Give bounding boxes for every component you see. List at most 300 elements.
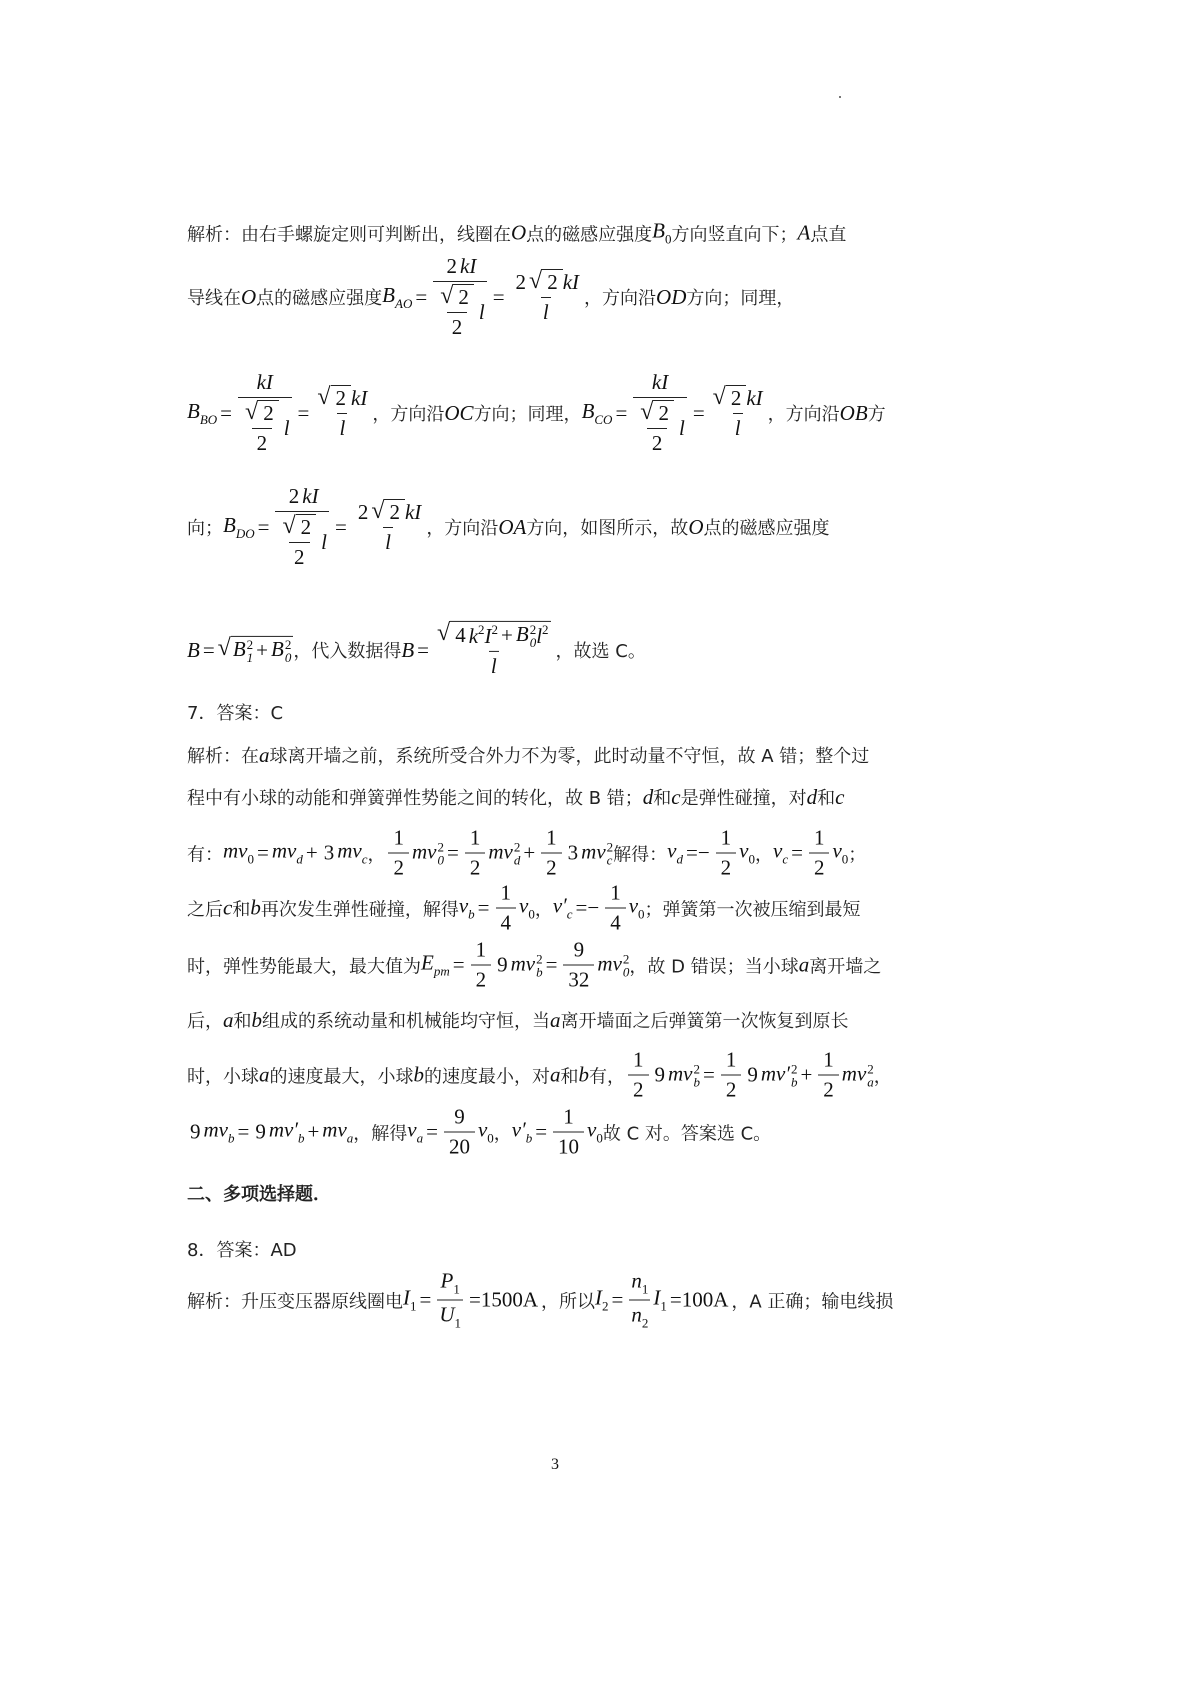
text-run: 组成的系统动量和机械能均守恒，当: [262, 1011, 550, 1032]
math-symbol: +: [256, 638, 269, 662]
math-symbol: =: [297, 400, 310, 425]
fraction-denominator: [496, 908, 517, 936]
math-base: v′: [552, 893, 567, 918]
text-run: 球离开墙之前，系统所受合外力不为零，此时动量不守恒，故 A 错；整个过: [269, 746, 870, 767]
fraction-numerator: [449, 1105, 470, 1132]
math-symbol: 32: [568, 967, 590, 992]
math-symbol: 20: [448, 1134, 470, 1159]
text-run: ；: [848, 844, 867, 865]
math-subscripted: [269, 1118, 305, 1147]
text-run: 方向竖直向下；: [671, 224, 798, 245]
math-group: [187, 484, 829, 570]
fraction: [541, 826, 562, 881]
math-group: [718, 826, 735, 851]
math-group: [820, 1048, 837, 1073]
math-group: [187, 784, 844, 810]
text-run: 方向，如图所示，故: [526, 518, 689, 539]
fraction: [716, 826, 737, 881]
math-group: [291, 545, 308, 570]
radicand: [231, 636, 294, 664]
math-group: [187, 881, 861, 936]
fraction-numerator: [628, 1048, 649, 1075]
math-variable: c: [835, 784, 845, 809]
text-line: [187, 826, 917, 881]
math-group: [245, 400, 279, 426]
fraction-denominator: [647, 428, 668, 456]
math-subscript: a: [416, 1130, 424, 1146]
math-group: [631, 1303, 648, 1332]
math-symbol: 2: [720, 855, 732, 880]
fraction-numerator: [471, 938, 492, 965]
math-subscript: a: [867, 1074, 874, 1090]
math-variable: l: [339, 416, 346, 440]
math-symbol: 1: [500, 880, 511, 905]
text-line: [187, 1105, 917, 1160]
math-symbol: 2: [658, 401, 669, 425]
math-variable: OD: [656, 284, 687, 309]
radicand: [450, 621, 550, 649]
math-group: [339, 416, 345, 441]
math-base: v: [458, 893, 469, 918]
math-base: B: [271, 636, 284, 661]
fraction-denominator: [563, 965, 594, 993]
fraction: [280, 514, 318, 570]
text-line: [187, 881, 917, 936]
math-variable: kI: [404, 499, 422, 524]
math-symbol: 2: [263, 401, 274, 425]
math-group: [439, 1303, 461, 1332]
math-group: [451, 1105, 468, 1130]
math-group: [467, 826, 484, 851]
radicand: [453, 284, 474, 310]
math-subscripted: [631, 1269, 648, 1298]
math-variable: kI: [256, 370, 273, 394]
math-group: [260, 401, 277, 426]
math-variable: b: [413, 1062, 424, 1087]
math-symbol: =: [237, 1119, 250, 1144]
math-superscript: 2: [437, 839, 444, 855]
text-run: 时，弹性势能最大，最大值为: [187, 956, 421, 977]
math-symbol: 2: [256, 431, 268, 455]
math-group: [390, 856, 407, 881]
math-subscript: BO: [199, 411, 218, 427]
math-subscript: DO: [235, 525, 255, 541]
math-group: [444, 254, 477, 279]
math-subscript: b: [468, 906, 475, 922]
math-base: l: [536, 624, 543, 648]
math-group: [449, 315, 466, 340]
math-symbol: 1: [823, 1047, 834, 1072]
text-run: 和: [817, 788, 836, 809]
math-symbol: 2: [446, 254, 458, 278]
fraction: [496, 881, 517, 936]
text-run: 导线在: [187, 288, 241, 309]
math-group: [543, 856, 560, 881]
math-symbol: 9: [190, 1119, 201, 1144]
math-group: [187, 1007, 849, 1033]
math-symbol: +: [800, 1062, 813, 1087]
math-group: [437, 621, 551, 649]
math-variable: OA: [498, 514, 527, 539]
text-run: ，: [493, 1123, 512, 1144]
math-symbol: 1: [610, 880, 621, 905]
math-symbol: 1: [813, 825, 825, 850]
math-subsup: [488, 839, 520, 866]
fraction: [238, 370, 292, 456]
math-base: mv: [841, 1061, 867, 1086]
math-group: [631, 1269, 648, 1298]
text-run: 二、多项选择题．: [187, 1184, 331, 1205]
math-subscript: pm: [433, 963, 450, 979]
math-subscripted: [403, 1286, 417, 1315]
text-line: [187, 938, 917, 993]
math-subscript: d: [676, 851, 683, 867]
text-line: [187, 1236, 917, 1262]
math-symbol: 4: [500, 910, 511, 935]
fraction-denominator: [721, 1075, 742, 1103]
text-run: 向；: [187, 518, 223, 539]
math-subscript: 1: [641, 1281, 649, 1297]
radical-sign: √: [217, 634, 231, 661]
text-run: 时，小球: [187, 1066, 259, 1087]
text-run: ，: [755, 844, 773, 865]
fraction-denominator: [809, 853, 830, 881]
math-subscripted: [382, 283, 412, 312]
scan-dot: [839, 96, 841, 98]
math-group: [455, 285, 472, 310]
math-subscripted: [187, 399, 217, 428]
math-superscript: 2: [693, 1061, 700, 1077]
fraction-numerator: [255, 370, 275, 397]
math-group: [187, 621, 646, 679]
fraction-denominator: [383, 527, 393, 555]
fraction-denominator: [628, 1075, 649, 1103]
text-line: [187, 1180, 917, 1206]
math-subscript: 2: [602, 1298, 609, 1314]
math-subscript: b: [297, 1130, 305, 1146]
math-group: [187, 826, 866, 881]
fraction-numerator: [818, 1048, 839, 1075]
math-subscript: 0: [247, 851, 254, 867]
math-symbol: +: [307, 1119, 320, 1144]
math-subsup: [233, 637, 253, 664]
math-group: [435, 284, 485, 340]
math-group: [713, 385, 763, 411]
math-symbol: =: [791, 840, 803, 865]
math-subsup: [511, 951, 543, 978]
text-run: 和: [560, 1066, 579, 1087]
fraction-numerator: [541, 826, 562, 853]
math-subscript: AO: [395, 295, 413, 311]
math-group: [811, 826, 828, 851]
text-run: 解析：由右手螺旋定则可判断出，线圈在: [187, 224, 511, 245]
math-subscript: CO: [594, 411, 613, 427]
radical-sign: √: [640, 399, 654, 425]
fraction: [721, 1048, 742, 1103]
math-base: v: [519, 893, 529, 918]
math-symbol: 9: [454, 1104, 465, 1129]
text-run: ，故选 C。: [555, 641, 646, 662]
math-group: [277, 514, 327, 570]
math-group: [820, 1078, 837, 1103]
math-group: [498, 911, 515, 936]
text-run: ，解得: [353, 1123, 408, 1144]
math-subsup: [271, 637, 291, 664]
fraction-numerator: [629, 1269, 650, 1300]
text-line: [187, 1269, 917, 1332]
fraction-numerator: [438, 284, 476, 312]
text-line: [187, 484, 917, 570]
text-run: 方向；同理，: [686, 288, 795, 309]
math-group: [187, 1105, 771, 1160]
math-symbol: 2: [725, 1077, 737, 1102]
math-base: I: [595, 1285, 603, 1310]
text-run: 的速度最大，小球: [269, 1066, 414, 1087]
math-symbol: +: [501, 623, 513, 647]
math-group: [728, 386, 745, 411]
math-group: [473, 968, 490, 993]
math-superscripted: [485, 622, 499, 649]
fraction-numerator: [511, 269, 582, 297]
fraction-numerator: [388, 826, 409, 853]
math-symbol: 4: [610, 910, 621, 935]
math-group: [355, 499, 422, 525]
fraction-numerator: [721, 1048, 742, 1075]
math-variable: l: [321, 529, 327, 554]
fraction: [437, 1269, 463, 1332]
fraction: [275, 484, 329, 570]
math-group: [513, 269, 580, 295]
fraction-denominator: [444, 1132, 475, 1160]
fraction-denominator: [289, 542, 310, 570]
radical-sign: √: [317, 384, 331, 410]
math-symbol: =: [202, 637, 215, 662]
math-variable: l: [385, 530, 391, 554]
math-symbol: =−: [685, 840, 710, 865]
fraction: [243, 400, 281, 456]
math-symbol: 2: [475, 967, 487, 992]
radicand: [296, 514, 317, 540]
math-subsup: [668, 1061, 700, 1088]
text-line: [187, 784, 917, 810]
math-group: [233, 637, 292, 664]
math-symbol: 2: [294, 545, 305, 569]
math-subscript: b: [693, 1074, 700, 1090]
math-subsup: [516, 622, 536, 649]
text-run: 之后: [187, 899, 223, 920]
math-base: I: [653, 1285, 661, 1310]
radical-sign: √: [282, 513, 296, 539]
text-run: 方向；同理，: [473, 404, 582, 425]
math-base: I: [403, 1285, 410, 1310]
math-group: [473, 938, 490, 963]
math-symbol: 1: [563, 1104, 574, 1129]
math-group: [467, 856, 484, 881]
text-run: 解得：: [613, 844, 668, 865]
math-base: v: [832, 838, 842, 863]
fraction: [818, 1048, 839, 1103]
text-run: 解析：升压变压器原线圈电: [187, 1291, 403, 1312]
math-base: mv: [411, 839, 437, 864]
math-base: v: [628, 893, 639, 918]
square-root: [440, 284, 474, 310]
math-subscript: 0: [748, 851, 755, 867]
text-run: ，: [367, 844, 386, 865]
math-symbol: 2: [335, 386, 347, 410]
square-root: [640, 400, 674, 426]
math-subscripted: [587, 1118, 603, 1147]
math-group: [187, 938, 881, 993]
math-group: [187, 699, 283, 725]
math-subscripted: [832, 839, 848, 868]
math-subscripted: [652, 219, 671, 248]
fraction-numerator: [558, 1105, 579, 1132]
text-run: ，故 D 错误；当小球: [629, 956, 799, 977]
fraction-denominator: [238, 397, 292, 456]
text-run: 8．答案：AD: [187, 1240, 297, 1261]
fraction: [638, 400, 676, 456]
math-symbol: 9: [573, 937, 585, 962]
math-subscript: b: [536, 964, 543, 980]
math-symbol: 2: [546, 855, 557, 880]
math-base: v: [407, 1117, 417, 1142]
math-base: v: [667, 838, 677, 863]
fraction-numerator: [716, 826, 737, 853]
math-subscripted: [667, 839, 683, 868]
fraction: [711, 385, 765, 441]
math-group: [655, 401, 672, 426]
text-run: 和: [233, 1011, 252, 1032]
fraction: [563, 938, 594, 993]
math-group: [390, 826, 407, 851]
fraction-numerator: [809, 826, 830, 853]
fraction-numerator: [638, 400, 676, 428]
math-base: I: [484, 624, 492, 648]
fraction-denominator: [433, 281, 487, 340]
math-subsup: [597, 951, 629, 978]
radical-sign: √: [437, 619, 451, 646]
math-base: mv: [488, 839, 513, 864]
fraction: [433, 254, 487, 340]
math-variable: b: [251, 1007, 262, 1032]
math-variable: a: [550, 1007, 561, 1032]
math-subscripted: [595, 1286, 609, 1315]
fraction-denominator: [447, 312, 468, 340]
math-symbol: +: [523, 840, 536, 865]
fraction-denominator: [489, 651, 499, 679]
text-run: ；弹簧第一次被压缩到最短: [644, 899, 861, 920]
math-symbol: =: [492, 284, 505, 309]
text-run: ，代入数据得: [293, 641, 402, 662]
fraction-numerator: [650, 370, 670, 397]
fraction-numerator: [353, 499, 424, 527]
math-variable: kI: [351, 385, 368, 410]
math-symbol: 2: [357, 499, 369, 524]
text-run: 点的磁感应强度: [256, 288, 383, 309]
square-root: [371, 499, 405, 525]
math-base: v: [587, 1117, 597, 1142]
math-group: [491, 654, 497, 679]
math-subscript: 0: [596, 1130, 603, 1146]
text-line: [187, 699, 917, 725]
math-symbol: 9: [747, 1062, 758, 1087]
math-variable: a: [550, 1062, 561, 1087]
math-group: [649, 431, 666, 456]
text-run: 程中有小球的动能和弹簧弹性势能之间的转化，故 B 错；: [187, 788, 643, 809]
fraction-denominator: [252, 428, 273, 456]
math-variable: a: [223, 1007, 234, 1032]
math-group: [187, 1048, 892, 1103]
text-run: 离开墙面之后弹簧第一次恢复到原长: [560, 1011, 849, 1032]
math-symbol: 2: [813, 855, 825, 880]
math-scripts: [285, 638, 292, 664]
text-line: [187, 254, 917, 340]
fraction: [553, 1105, 584, 1160]
math-subscript: 1: [453, 1281, 460, 1297]
math-subscripted: [223, 513, 255, 542]
square-root: [437, 621, 551, 649]
math-superscript: 2: [622, 951, 630, 967]
math-symbol: 1: [725, 1047, 737, 1072]
math-group: [257, 370, 273, 395]
math-base: n: [631, 1268, 642, 1293]
math-group: [718, 856, 735, 881]
text-run: 是弹性碰撞，对: [680, 788, 807, 809]
math-symbol: 1: [469, 825, 481, 850]
math-variable: c: [671, 784, 681, 809]
math-symbol: 1: [475, 937, 487, 962]
fraction-numerator: [605, 881, 626, 908]
math-subscripted: [421, 951, 450, 980]
math-subsup: [581, 839, 613, 866]
math-subscript: 0: [841, 851, 849, 867]
math-superscript: 2: [491, 622, 499, 637]
math-group: [187, 1269, 893, 1332]
math-subscript: 1: [660, 1298, 667, 1314]
math-group: [317, 385, 367, 411]
math-base: B: [581, 398, 595, 423]
math-group: [640, 400, 674, 426]
math-group: [187, 370, 886, 456]
math-subscripted: [631, 1303, 648, 1332]
math-group: [333, 386, 350, 411]
math-base: mv: [203, 1117, 228, 1142]
math-base: P: [440, 1268, 454, 1293]
math-symbol: 2: [515, 269, 527, 294]
math-symbol: 1: [393, 825, 404, 850]
math-symbol: 1: [633, 1047, 644, 1072]
math-variable: b: [578, 1062, 589, 1087]
math-variable: l: [490, 654, 497, 679]
math-variable: O: [688, 514, 704, 539]
math-group: [187, 219, 846, 248]
text-run: 点直: [810, 224, 847, 245]
math-superscript: 2: [513, 839, 521, 855]
text-run: ，方向沿: [426, 518, 499, 539]
math-subscripted: [553, 894, 573, 923]
math-symbol: 2: [633, 1077, 644, 1102]
math-group: [607, 881, 624, 906]
fraction: [353, 499, 424, 555]
text-run: ，A 正确；输电线损: [731, 1291, 894, 1312]
text-run: 后，: [187, 1011, 223, 1032]
math-group: [441, 1269, 460, 1298]
math-group: [452, 622, 548, 649]
math-group: [571, 938, 588, 963]
text-run: ，所以: [541, 1291, 596, 1312]
text-run: 有，: [589, 1066, 625, 1087]
math-subscripted: [337, 839, 367, 868]
